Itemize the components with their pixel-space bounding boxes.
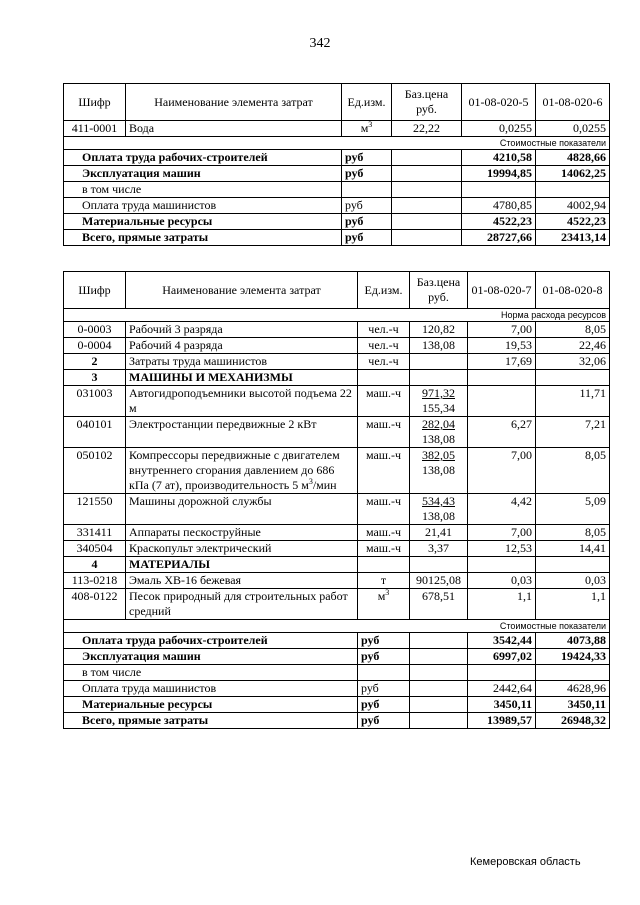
section-heading-row (64, 557, 610, 573)
section-code: 3 (64, 370, 126, 386)
cost-value-1: 4522,23 (462, 214, 536, 230)
machine-name-cell (126, 386, 358, 417)
machine-value-1 (468, 386, 536, 417)
material-value-1: 1,1 (468, 589, 536, 620)
machine-value-1: 7,00 (468, 448, 536, 494)
cost-value-2: 4073,88 (536, 633, 610, 649)
cost-unit: руб (342, 214, 392, 230)
cost-value-2: 14062,25 (536, 166, 610, 182)
cost-name: Оплата труда рабочих-строителей (64, 150, 342, 166)
machine-unit: маш.-ч (358, 541, 410, 557)
section-empty (410, 557, 468, 573)
resource-row (64, 121, 610, 137)
section-code: 4 (64, 557, 126, 573)
cost-name: Эксплуатация машин (64, 166, 342, 182)
cost-value-1: 3542,44 (468, 633, 536, 649)
cost-unit (342, 182, 392, 198)
cost-value-1: 6997,02 (468, 649, 536, 665)
cost-unit: руб (358, 649, 410, 665)
header-variant-1: 01-08-020-7 (468, 272, 536, 309)
cost-name: в том числе (64, 182, 342, 198)
cost-value-1 (462, 182, 536, 198)
section-label-row (64, 137, 610, 150)
section-empty (468, 370, 536, 386)
header-name: Наименование элемента затрат (126, 272, 358, 309)
machine-name: Краскопульт электрический (129, 541, 272, 555)
section-empty (410, 370, 468, 386)
machine-name-cell (126, 525, 358, 541)
header-name: Наименование элемента затрат (126, 84, 342, 121)
labor-value-2: 8,05 (536, 322, 610, 338)
material-row (64, 589, 610, 620)
machine-row (64, 417, 610, 448)
section-empty (536, 557, 610, 573)
cost-unit: руб (342, 230, 392, 246)
header-code: Шифр (64, 84, 126, 121)
machine-price-main: 282,04 (422, 417, 455, 431)
section-label: Стоимостные показатели (64, 137, 610, 150)
labor-name: Рабочий 4 разряда (126, 338, 358, 354)
cost-name: Всего, прямые затраты (64, 230, 342, 246)
labor-price: 120,82 (410, 322, 468, 338)
machine-price-main: 3,37 (428, 541, 449, 555)
cost-empty (410, 697, 468, 713)
cost-empty (392, 150, 462, 166)
machine-value-1: 6,27 (468, 417, 536, 448)
machine-value-1: 7,00 (468, 525, 536, 541)
machine-row (64, 494, 610, 525)
cost-row (64, 150, 610, 166)
section-empty (536, 370, 610, 386)
cost-unit: руб (358, 681, 410, 697)
machine-value-2: 11,71 (536, 386, 610, 417)
cost-value-1 (468, 665, 536, 681)
cost-unit: руб (358, 633, 410, 649)
cost-value-2: 26948,32 (536, 713, 610, 729)
machine-value-1: 4,42 (468, 494, 536, 525)
material-code: 408-0122 (64, 589, 126, 620)
cost-unit: руб (358, 713, 410, 729)
header-unit: Ед.изм. (358, 272, 410, 309)
material-row (64, 573, 610, 589)
cost-value-2: 4522,23 (536, 214, 610, 230)
section-empty (468, 557, 536, 573)
resource-unit-cell (342, 121, 392, 137)
machine-price-main: 971,32 (422, 386, 455, 400)
cost-value-2 (536, 665, 610, 681)
labor-value-2: 22,46 (536, 338, 610, 354)
cost-empty (410, 633, 468, 649)
cost-row (64, 230, 610, 246)
resource-price: 22,22 (392, 121, 462, 137)
labor-unit: чел.-ч (358, 354, 410, 370)
cost-name: Материальные ресурсы (64, 214, 342, 230)
machine-value-2: 5,09 (536, 494, 610, 525)
region-footer: Кемеровская область (470, 856, 581, 868)
cost-row (64, 665, 610, 681)
machine-name-cell (126, 448, 358, 494)
cost-value-1: 28727,66 (462, 230, 536, 246)
machine-code: 340504 (64, 541, 126, 557)
section-empty (358, 557, 410, 573)
material-price: 90125,08 (410, 573, 468, 589)
header-variant-2: 01-08-020-8 (536, 272, 610, 309)
labor-row (64, 338, 610, 354)
resource-name: Вода (126, 121, 342, 137)
cost-value-2: 3450,11 (536, 697, 610, 713)
header-row (64, 272, 610, 309)
machine-name: Компрессоры передвижные с двигателем внутреннего сгорания давлением до 686 кПа (7 ат), производительность 5 м (129, 448, 340, 492)
cost-unit (358, 665, 410, 681)
labor-code: 0-0004 (64, 338, 126, 354)
material-price: 678,51 (410, 589, 468, 620)
labor-unit: чел.-ч (358, 322, 410, 338)
cost-row (64, 697, 610, 713)
machine-unit: маш.-ч (358, 386, 410, 417)
material-unit-cell (358, 573, 410, 589)
machine-value-2: 8,05 (536, 525, 610, 541)
header-variant-2: 01-08-020-6 (536, 84, 610, 121)
machine-value-2: 8,05 (536, 448, 610, 494)
cost-unit: руб (358, 697, 410, 713)
cost-name: Эксплуатация машин (64, 649, 358, 665)
machine-code: 031003 (64, 386, 126, 417)
section-label: Стоимостные показатели (64, 620, 610, 633)
cost-empty (410, 649, 468, 665)
cost-value-2: 19424,33 (536, 649, 610, 665)
machine-price-main: 382,05 (422, 448, 455, 462)
labor-value-1: 7,00 (468, 322, 536, 338)
cost-value-2: 4002,94 (536, 198, 610, 214)
cost-value-1: 13989,57 (468, 713, 536, 729)
machine-name-sup: 3 (308, 477, 313, 486)
cost-empty (392, 230, 462, 246)
machine-price-cell (410, 525, 468, 541)
machine-price-operator: 155,34 (422, 401, 455, 415)
cost-value-1: 4210,58 (462, 150, 536, 166)
machine-code: 040101 (64, 417, 126, 448)
cost-value-1: 2442,64 (468, 681, 536, 697)
machine-name: Машины дорожной службы (129, 494, 272, 508)
cost-row (64, 182, 610, 198)
labor-code: 2 (64, 354, 126, 370)
machine-code: 331411 (64, 525, 126, 541)
cost-value-1: 19994,85 (462, 166, 536, 182)
cost-value-1: 3450,11 (468, 697, 536, 713)
labor-unit: чел.-ч (358, 338, 410, 354)
material-name: Песок природный для строительных работ средний (126, 589, 358, 620)
resource-unit: м (360, 121, 369, 135)
machine-row (64, 525, 610, 541)
cost-value-2 (536, 182, 610, 198)
cost-unit: руб (342, 198, 392, 214)
header-price: Баз.цена руб. (410, 272, 468, 309)
header-unit: Ед.изм. (342, 84, 392, 121)
cost-empty (392, 214, 462, 230)
section-empty (358, 370, 410, 386)
machine-name: Аппараты пескоструйные (129, 525, 261, 539)
header-code: Шифр (64, 272, 126, 309)
page-number: 342 (309, 36, 331, 51)
cost-empty (410, 713, 468, 729)
material-unit-cell (358, 589, 410, 620)
machine-unit: маш.-ч (358, 417, 410, 448)
resource-code: 411-0001 (64, 121, 126, 137)
cost-empty (410, 681, 468, 697)
material-unit-sup: 3 (385, 588, 390, 597)
material-value-2: 0,03 (536, 573, 610, 589)
cost-row (64, 681, 610, 697)
machine-row (64, 541, 610, 557)
section-label-row (64, 309, 610, 322)
header-variant-1: 01-08-020-5 (462, 84, 536, 121)
cost-empty (410, 665, 468, 681)
cost-row (64, 713, 610, 729)
machine-name-cell (126, 494, 358, 525)
cost-value-2: 23413,14 (536, 230, 610, 246)
machine-row (64, 386, 610, 417)
cost-name: Всего, прямые затраты (64, 713, 358, 729)
machine-name-cell (126, 541, 358, 557)
machine-name-cell (126, 417, 358, 448)
section-heading-row (64, 370, 610, 386)
resource-unit-sup: 3 (368, 120, 373, 129)
machine-value-1: 12,53 (468, 541, 536, 557)
section-title: МАТЕРИАЛЫ (126, 557, 358, 573)
cost-value-2: 4628,96 (536, 681, 610, 697)
cost-name: Материальные ресурсы (64, 697, 358, 713)
machine-price-cell (410, 541, 468, 557)
section-label-row (64, 620, 610, 633)
material-unit: м (377, 589, 386, 603)
labor-name: Рабочий 3 разряда (126, 322, 358, 338)
cost-name: Оплата труда рабочих-строителей (64, 633, 358, 649)
machine-name-tail: /мин (312, 478, 337, 492)
machine-price-cell (410, 386, 468, 417)
cost-name: Оплата труда машинистов (64, 681, 358, 697)
material-value-2: 1,1 (536, 589, 610, 620)
cost-value-1: 4780,85 (462, 198, 536, 214)
machine-price-operator: 138,08 (422, 432, 455, 446)
cost-empty (392, 198, 462, 214)
machine-price-main: 21,41 (425, 525, 452, 539)
machine-unit: маш.-ч (358, 525, 410, 541)
labor-name: Затраты труда машинистов (126, 354, 358, 370)
machine-unit: маш.-ч (358, 494, 410, 525)
cost-unit: руб (342, 166, 392, 182)
section-title: МАШИНЫ И МЕХАНИЗМЫ (126, 370, 358, 386)
cost-empty (392, 166, 462, 182)
machine-value-2: 14,41 (536, 541, 610, 557)
labor-value-1: 19,53 (468, 338, 536, 354)
machine-name: Автогидроподъемники высотой подъема 22 м (129, 386, 352, 415)
cost-table-1 (63, 83, 610, 246)
material-code: 113-0218 (64, 573, 126, 589)
cost-table-2 (63, 271, 610, 729)
cost-row (64, 214, 610, 230)
machine-price-cell (410, 494, 468, 525)
cost-unit: руб (342, 150, 392, 166)
material-unit: т (380, 573, 387, 587)
labor-price (410, 354, 468, 370)
machine-code: 050102 (64, 448, 126, 494)
cost-row (64, 633, 610, 649)
cost-row (64, 198, 610, 214)
cost-empty (392, 182, 462, 198)
machine-price-cell (410, 448, 468, 494)
section-label: Норма расхода ресурсов (64, 309, 610, 322)
labor-price: 138,08 (410, 338, 468, 354)
machine-row (64, 448, 610, 494)
header-price: Баз.цена руб. (392, 84, 462, 121)
labor-value-1: 17,69 (468, 354, 536, 370)
material-value-1: 0,03 (468, 573, 536, 589)
machine-unit: маш.-ч (358, 448, 410, 494)
machine-price-operator: 138,08 (422, 463, 455, 477)
machine-value-2: 7,21 (536, 417, 610, 448)
labor-row (64, 354, 610, 370)
labor-value-2: 32,06 (536, 354, 610, 370)
machine-price-cell (410, 417, 468, 448)
labor-row (64, 322, 610, 338)
resource-value-2: 0,0255 (536, 121, 610, 137)
resource-value-1: 0,0255 (462, 121, 536, 137)
machine-code: 121550 (64, 494, 126, 525)
header-row (64, 84, 610, 121)
material-name: Эмаль ХВ-16 бежевая (126, 573, 358, 589)
machine-price-operator: 138,08 (422, 509, 455, 523)
cost-row (64, 649, 610, 665)
cost-name: в том числе (64, 665, 358, 681)
cost-name: Оплата труда машинистов (64, 198, 342, 214)
machine-name: Электростанции передвижные 2 кВт (129, 417, 317, 431)
labor-code: 0-0003 (64, 322, 126, 338)
cost-row (64, 166, 610, 182)
cost-value-2: 4828,66 (536, 150, 610, 166)
machine-price-main: 534,43 (422, 494, 455, 508)
